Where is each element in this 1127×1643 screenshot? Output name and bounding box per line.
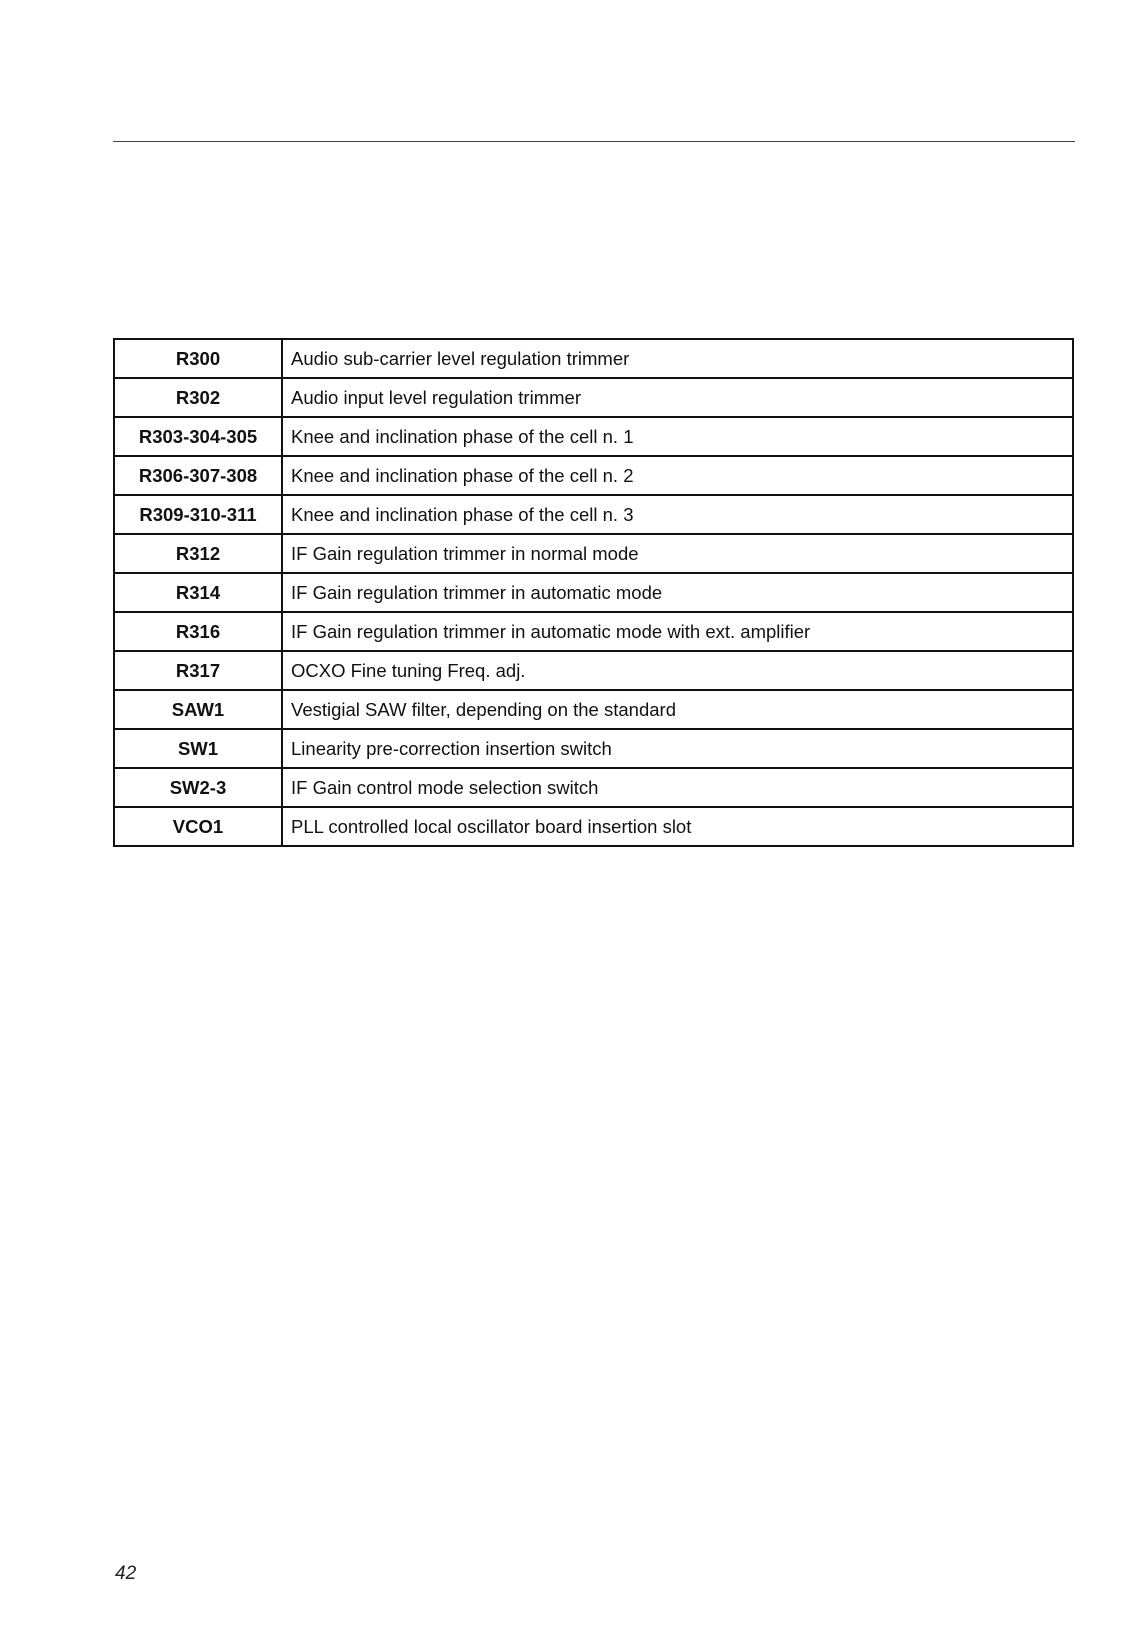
component-ref: SW2-3 — [114, 768, 282, 807]
component-description: Audio input level regulation trimmer — [282, 378, 1073, 417]
table-row — [114, 534, 1073, 573]
table-row — [114, 573, 1073, 612]
component-ref: R316 — [114, 612, 282, 651]
table-row — [114, 612, 1073, 651]
table-row — [114, 495, 1073, 534]
component-description: Audio sub-carrier level regulation trimmer — [282, 339, 1073, 378]
component-description: IF Gain control mode selection switch — [282, 768, 1073, 807]
component-ref: R303-304-305 — [114, 417, 282, 456]
component-description: Linearity pre-correction insertion switch — [282, 729, 1073, 768]
table-row — [114, 768, 1073, 807]
component-description: PLL controlled local oscillator board insertion slot — [282, 807, 1073, 846]
component-ref: SAW1 — [114, 690, 282, 729]
component-description: OCXO Fine tuning Freq. adj. — [282, 651, 1073, 690]
component-ref: VCO1 — [114, 807, 282, 846]
components-table — [113, 338, 1074, 847]
table-row — [114, 690, 1073, 729]
header-rule — [113, 141, 1075, 142]
component-ref: SW1 — [114, 729, 282, 768]
component-ref: R306-307-308 — [114, 456, 282, 495]
component-description: IF Gain regulation trimmer in normal mode — [282, 534, 1073, 573]
table-row — [114, 729, 1073, 768]
component-description: Knee and inclination phase of the cell n. 2 — [282, 456, 1073, 495]
table-row — [114, 417, 1073, 456]
component-ref: R309-310-311 — [114, 495, 282, 534]
component-description: Knee and inclination phase of the cell n. 1 — [282, 417, 1073, 456]
component-description: IF Gain regulation trimmer in automatic mode with ext. amplifier — [282, 612, 1073, 651]
component-ref: R302 — [114, 378, 282, 417]
component-ref: R317 — [114, 651, 282, 690]
table-row — [114, 456, 1073, 495]
table-row — [114, 807, 1073, 846]
component-description: Knee and inclination phase of the cell n. 3 — [282, 495, 1073, 534]
page-number: 42 — [115, 1563, 137, 1584]
table-row — [114, 651, 1073, 690]
component-ref: R312 — [114, 534, 282, 573]
component-description: Vestigial SAW filter, depending on the standard — [282, 690, 1073, 729]
table-row — [114, 339, 1073, 378]
table-row — [114, 378, 1073, 417]
component-description: IF Gain regulation trimmer in automatic mode — [282, 573, 1073, 612]
component-ref: R300 — [114, 339, 282, 378]
component-ref: R314 — [114, 573, 282, 612]
